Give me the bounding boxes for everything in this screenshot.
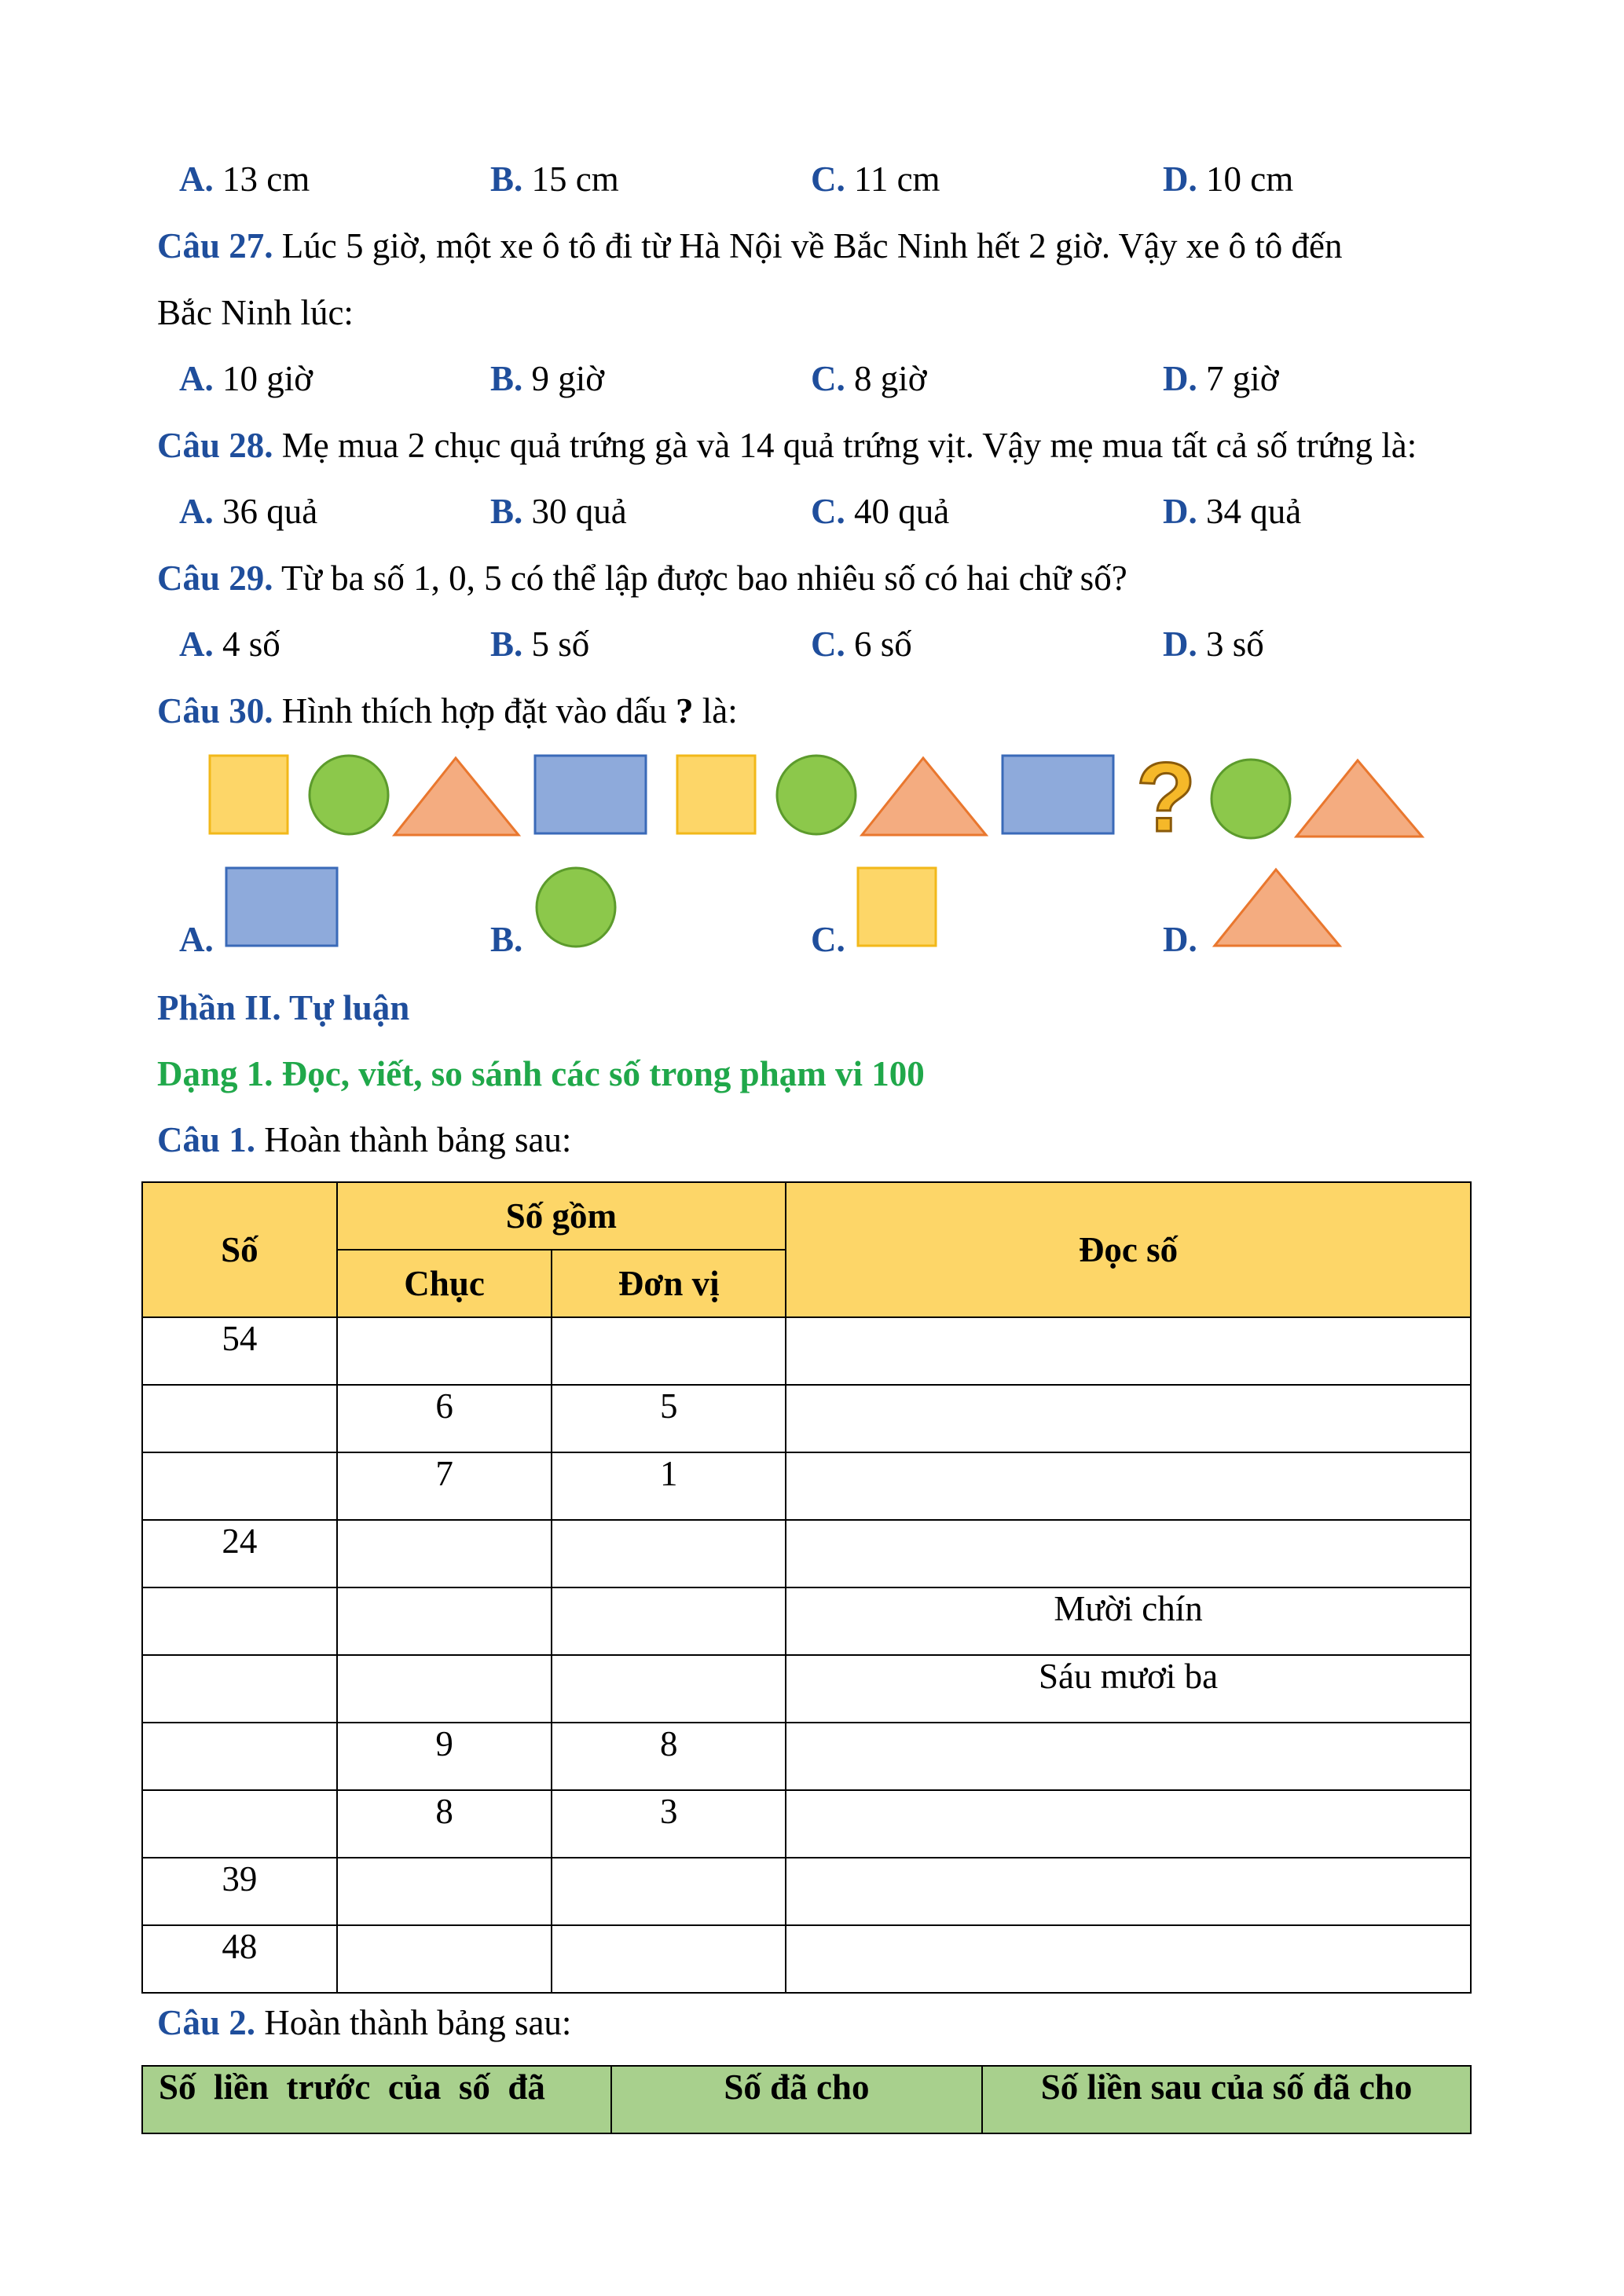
cell: [337, 1587, 552, 1655]
cell: [786, 1317, 1471, 1385]
cell: [786, 1520, 1471, 1587]
q30-option-b: B.: [490, 920, 523, 959]
yellow-square: [677, 756, 755, 833]
option-text: 8 giờ: [845, 359, 927, 398]
cell: [142, 1452, 337, 1520]
option-text: 34 quả: [1197, 492, 1302, 531]
cell: 24: [142, 1520, 337, 1587]
cell: [337, 1655, 552, 1723]
cell: [786, 1858, 1471, 1925]
option-letter: C.: [811, 159, 845, 199]
cell: 5: [552, 1385, 786, 1452]
table-row: [142, 1723, 1471, 1790]
table-row: [142, 1385, 1471, 1452]
option-text: 6 số: [845, 624, 912, 664]
cell: [786, 1452, 1471, 1520]
option-a-blue-rect: [226, 868, 337, 946]
green-circle: [1212, 760, 1290, 838]
cell: 8: [552, 1723, 786, 1790]
header-so-lien-sau: Số liền sau của số đã cho: [982, 2066, 1471, 2133]
question-text: Mẹ mua 2 chục quả trứng gà và 14 quả trứng vịt. Vậy mẹ mua tất cả số trứng là:: [273, 426, 1417, 465]
question-text: Hình thích hợp đặt vào dấu: [273, 691, 676, 731]
cell: Mười chín: [786, 1587, 1471, 1655]
cell: [786, 1790, 1471, 1858]
question-text: Từ ba số 1, 0, 5 có thể lập được bao nhiêu số có hai chữ số?: [273, 558, 1127, 598]
cell: 39: [142, 1858, 337, 1925]
header-doc-so: Đọc số: [786, 1182, 1471, 1317]
table-row: [142, 1587, 1471, 1655]
cell: 3: [552, 1790, 786, 1858]
cell: 1: [552, 1452, 786, 1520]
question-label: Câu 28.: [157, 426, 273, 465]
cell: [142, 1790, 337, 1858]
cell: [552, 1655, 786, 1723]
yellow-square: [210, 756, 288, 833]
cell: [552, 1587, 786, 1655]
cell: [552, 1858, 786, 1925]
header-chuc: Chục: [337, 1250, 552, 1317]
orange-triangle: [394, 758, 519, 835]
cell: [552, 1925, 786, 1993]
option-text: 10 giờ: [213, 359, 313, 398]
option-letter: B.: [490, 492, 523, 531]
cell: [786, 1385, 1471, 1452]
question-text: Lúc 5 giờ, một xe ô tô đi từ Hà Nội về Bắc Ninh hết 2 giờ. Vậy xe ô tô đến: [273, 226, 1343, 265]
option-text: 11 cm: [845, 159, 940, 199]
option-text: 4 số: [213, 624, 280, 664]
option-b-green-circle: [537, 868, 615, 947]
option-letter: C.: [811, 359, 845, 398]
option-letter: A.: [179, 359, 214, 398]
question-label: Câu 2.: [157, 2003, 256, 2042]
option-text: 5 số: [522, 624, 590, 664]
q30-option-c: C.: [811, 920, 845, 959]
question-text-end: là:: [693, 691, 738, 731]
option-letter: A.: [179, 492, 214, 531]
option-text: 36 quả: [213, 492, 318, 531]
option-letter: C.: [811, 492, 845, 531]
cell: 7: [337, 1452, 552, 1520]
option-text: 10 cm: [1197, 159, 1294, 199]
cell: [142, 1587, 337, 1655]
question-label: Câu 27.: [157, 226, 273, 265]
section1-title: Dạng 1. Đọc, viết, so sánh các số trong phạm vi 100: [157, 1054, 925, 1093]
header-so: Số: [142, 1182, 337, 1317]
cell: [142, 1385, 337, 1452]
part2-title: Phần II. Tự luận: [157, 988, 410, 1027]
cell: 6: [337, 1385, 552, 1452]
header-don-vi: Đơn vị: [552, 1250, 786, 1317]
table-row: [142, 1317, 1471, 1385]
question-text: Hoàn thành bảng sau:: [255, 1120, 572, 1159]
header-so-lien-truoc: Số liền trước của số đã: [142, 2066, 611, 2133]
cau1-table: [141, 1181, 1472, 1994]
header-so-da-cho: Số đã cho: [611, 2066, 982, 2133]
option-letter: C.: [811, 624, 845, 664]
question-mark-icon: ?: [1135, 743, 1197, 852]
cell: 48: [142, 1925, 337, 1993]
option-letter: B.: [490, 359, 523, 398]
question-text: Hoàn thành bảng sau:: [255, 2003, 572, 2042]
option-letter: B.: [490, 159, 523, 199]
orange-triangle: [1296, 760, 1422, 837]
q27-line2: Bắc Ninh lúc:: [157, 293, 354, 332]
table-row: [142, 1790, 1471, 1858]
header-so-gom: Số gồm: [337, 1182, 786, 1250]
green-circle: [777, 756, 856, 834]
cau2-table: [141, 2065, 1472, 2134]
q30-option-d: D.: [1163, 920, 1197, 959]
cell: [552, 1317, 786, 1385]
green-circle: [310, 756, 388, 834]
q30-option-a: A.: [179, 920, 214, 959]
orange-triangle: [862, 758, 986, 835]
table-row: [142, 1858, 1471, 1925]
option-letter: D.: [1163, 159, 1197, 199]
cell: 8: [337, 1790, 552, 1858]
shape-sequence: [0, 0, 1624, 966]
option-text: 30 quả: [522, 492, 627, 531]
option-text: 3 số: [1197, 624, 1264, 664]
option-text: 13 cm: [213, 159, 310, 199]
cell: [337, 1925, 552, 1993]
cell: [337, 1520, 552, 1587]
table-row: [142, 1520, 1471, 1587]
cell: 54: [142, 1317, 337, 1385]
option-letter: D.: [1163, 624, 1197, 664]
question-label: Câu 29.: [157, 558, 273, 598]
cell: 9: [337, 1723, 552, 1790]
cell: [142, 1655, 337, 1723]
cau1-line: [157, 1116, 571, 1163]
option-letter: D.: [1163, 492, 1197, 531]
option-d-orange-triangle: [1215, 870, 1340, 946]
table-row: [142, 1925, 1471, 1993]
question-label: Câu 30.: [157, 691, 273, 731]
cell: [552, 1520, 786, 1587]
table-row: [142, 1452, 1471, 1520]
cau2-line: [157, 1999, 571, 2046]
option-text: 7 giờ: [1197, 359, 1279, 398]
option-text: 15 cm: [522, 159, 619, 199]
table-row: [142, 1655, 1471, 1723]
cell: [786, 1723, 1471, 1790]
cell: [337, 1858, 552, 1925]
blue-rect: [535, 756, 646, 833]
option-letter: B.: [490, 624, 523, 664]
option-letter: A.: [179, 159, 214, 199]
question-label: Câu 1.: [157, 1120, 256, 1159]
option-letter: D.: [1163, 359, 1197, 398]
option-text: 9 giờ: [522, 359, 605, 398]
option-c-yellow-square: [858, 868, 936, 946]
cell: [786, 1925, 1471, 1993]
cell: Sáu mươi ba: [786, 1655, 1471, 1723]
cell: [142, 1723, 337, 1790]
cell: [337, 1317, 552, 1385]
question-mark-inline: ?: [675, 691, 694, 731]
blue-rect: [1003, 756, 1113, 833]
option-text: 40 quả: [845, 492, 950, 531]
option-letter: A.: [179, 624, 214, 664]
